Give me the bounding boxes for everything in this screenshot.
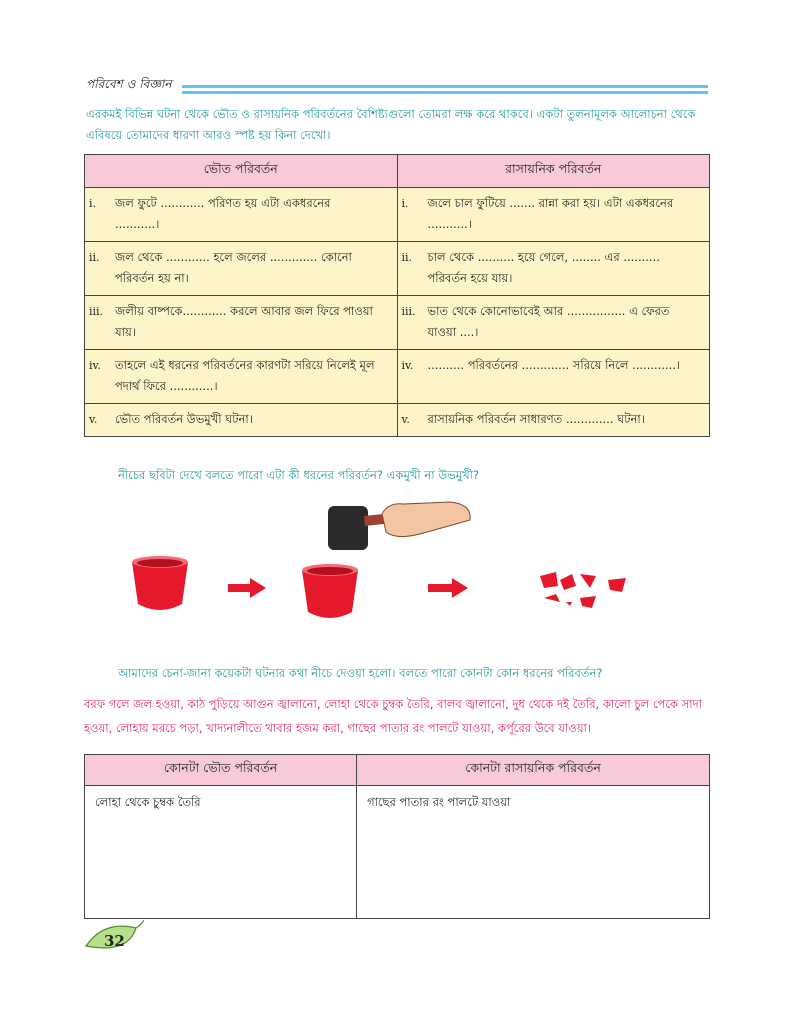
row-number: v. — [401, 413, 410, 426]
cell-text: ভৌত পরিবর্তন উভমুখী ঘটনা। — [115, 412, 253, 426]
row-number: iv. — [401, 359, 414, 372]
table-row — [85, 786, 710, 919]
chemical-cell — [397, 296, 710, 350]
chemical-answer-cell: গাছের পাতার রং পালটে যাওয়া — [357, 786, 710, 919]
chemical-cell — [397, 188, 710, 242]
red-cup-icon — [302, 564, 358, 618]
physical-answer-cell: লোহা থেকে চুম্বক তৈরি — [85, 786, 357, 919]
physical-cell — [85, 188, 398, 242]
row-number: iii. — [89, 305, 104, 318]
table-row — [85, 188, 710, 242]
page-number: 32 — [104, 932, 125, 950]
picture-question: নীচের ছবিটা দেখে বলতে পারো এটা কী ধরনের পরিবর্তন? একমুখী না উভমুখী? — [118, 468, 480, 482]
physical-cell — [85, 404, 398, 437]
broken-pieces-icon — [540, 572, 626, 608]
hammer-in-hand-icon — [328, 502, 470, 550]
chemical-cell — [397, 404, 710, 437]
chemical-cell — [397, 242, 710, 296]
chemical-cell — [397, 350, 710, 404]
table-row — [85, 242, 710, 296]
red-cup-icon — [132, 556, 188, 610]
chemical-column-header: কোনটা রাসায়নিক পরিবর্তন — [357, 755, 710, 786]
classification-table — [84, 754, 710, 919]
header-rule — [182, 85, 708, 97]
comparison-table — [84, 154, 710, 437]
breaking-cup-illustration — [120, 494, 660, 644]
row-number: i. — [401, 197, 409, 210]
physical-cell — [85, 296, 398, 350]
cell-text: জল থেকে ............ হলে জলের ............. কোনো পরিবর্তন হয় না। — [115, 250, 352, 285]
physical-cell — [85, 350, 398, 404]
table-row — [85, 296, 710, 350]
cell-text: .......... পরিবর্তনের ............. সরিয়ে নিলে ............। — [427, 358, 681, 372]
chemical-change-header: রাসায়নিক পরিবর্তন — [397, 155, 710, 188]
intro-paragraph: এরকমই বিভিন্ন ঘটনা থেকে ভৌত ও রাসায়নিক পরিবর্তনের বৈশিষ্ট্যগুলো তোমরা লক্ষ করে থাকবে। একটা তুলনামূলক আলোচনা থেকে এবিষয়ে তোমাদের ধারণা আরও স্পষ্ট হয় কিনা দেখো। — [86, 107, 696, 142]
table-row — [85, 350, 710, 404]
table-row — [85, 404, 710, 437]
cell-text: তাহলে এই ধরনের পরিবর্তনের কারণটা সরিয়ে নিলেই মূল পদার্থ ফিরে ............। — [115, 358, 375, 393]
cell-text: জলীয় বাষ্পকে............ করলে আবার জল ফিরে পাওয়া যায়। — [115, 304, 373, 339]
physical-column-header: কোনটা ভৌত পরিবর্তন — [85, 755, 357, 786]
events-prompt: আমাদের চেনা-জানা কয়েকটা ঘটনার কথা নীচে দেওয়া হলো। বলতে পারো কোনটা কোন ধরনের পরিবর্তন? — [118, 666, 603, 680]
page-number-leaf — [84, 918, 144, 958]
row-number: ii. — [401, 251, 413, 264]
arrow-right-icon — [428, 578, 468, 598]
physical-change-header: ভৌত পরিবর্তন — [85, 155, 398, 188]
cell-text: জলে চাল ফুটিয়ে ....... রান্না করা হয়। এটা একধরনের ...........। — [427, 196, 674, 231]
arrow-right-icon — [228, 578, 266, 598]
row-number: v. — [89, 413, 98, 426]
cell-text: রাসায়নিক পরিবর্তন সাধারণত ............. ঘটনা। — [427, 412, 645, 426]
row-number: iii. — [401, 305, 416, 318]
events-list: বরফ গলে জল হওয়া, কাঠ পুড়িয়ে আগুন জ্বালানো, লোহা থেকে চুম্বক তৈরি, বালব জ্বালানো, দুধ থেকে দই তৈরি, কালো চুল পেকে সাদা হওয়া, লোহায় মরচে পড়া, খাদ্যনালীতে খাবার হজম করা, গাছের পাতার রং পালটে যাওয়া, কর্পূরের উবে যাওয়া। — [84, 697, 702, 735]
page-header — [86, 76, 708, 98]
physical-cell — [85, 242, 398, 296]
cell-text: ভাত থেকে কোনোভাবেই আর ................ এ ফেরত যাওয়া ....। — [427, 304, 670, 339]
header-title: পরিবেশ ও বিজ্ঞান — [86, 77, 172, 91]
row-number: ii. — [89, 251, 100, 264]
cell-text: চাল থেকে .......... হয়ে গেলে, ........ এর .......... পরিবর্তন হয়ে যায়। — [427, 250, 660, 285]
row-number: iv. — [89, 359, 101, 372]
cell-text: জল ফুটে ............ পরিণত হয় এটা একধরনের ...........। — [115, 196, 331, 231]
row-number: i. — [89, 197, 97, 210]
